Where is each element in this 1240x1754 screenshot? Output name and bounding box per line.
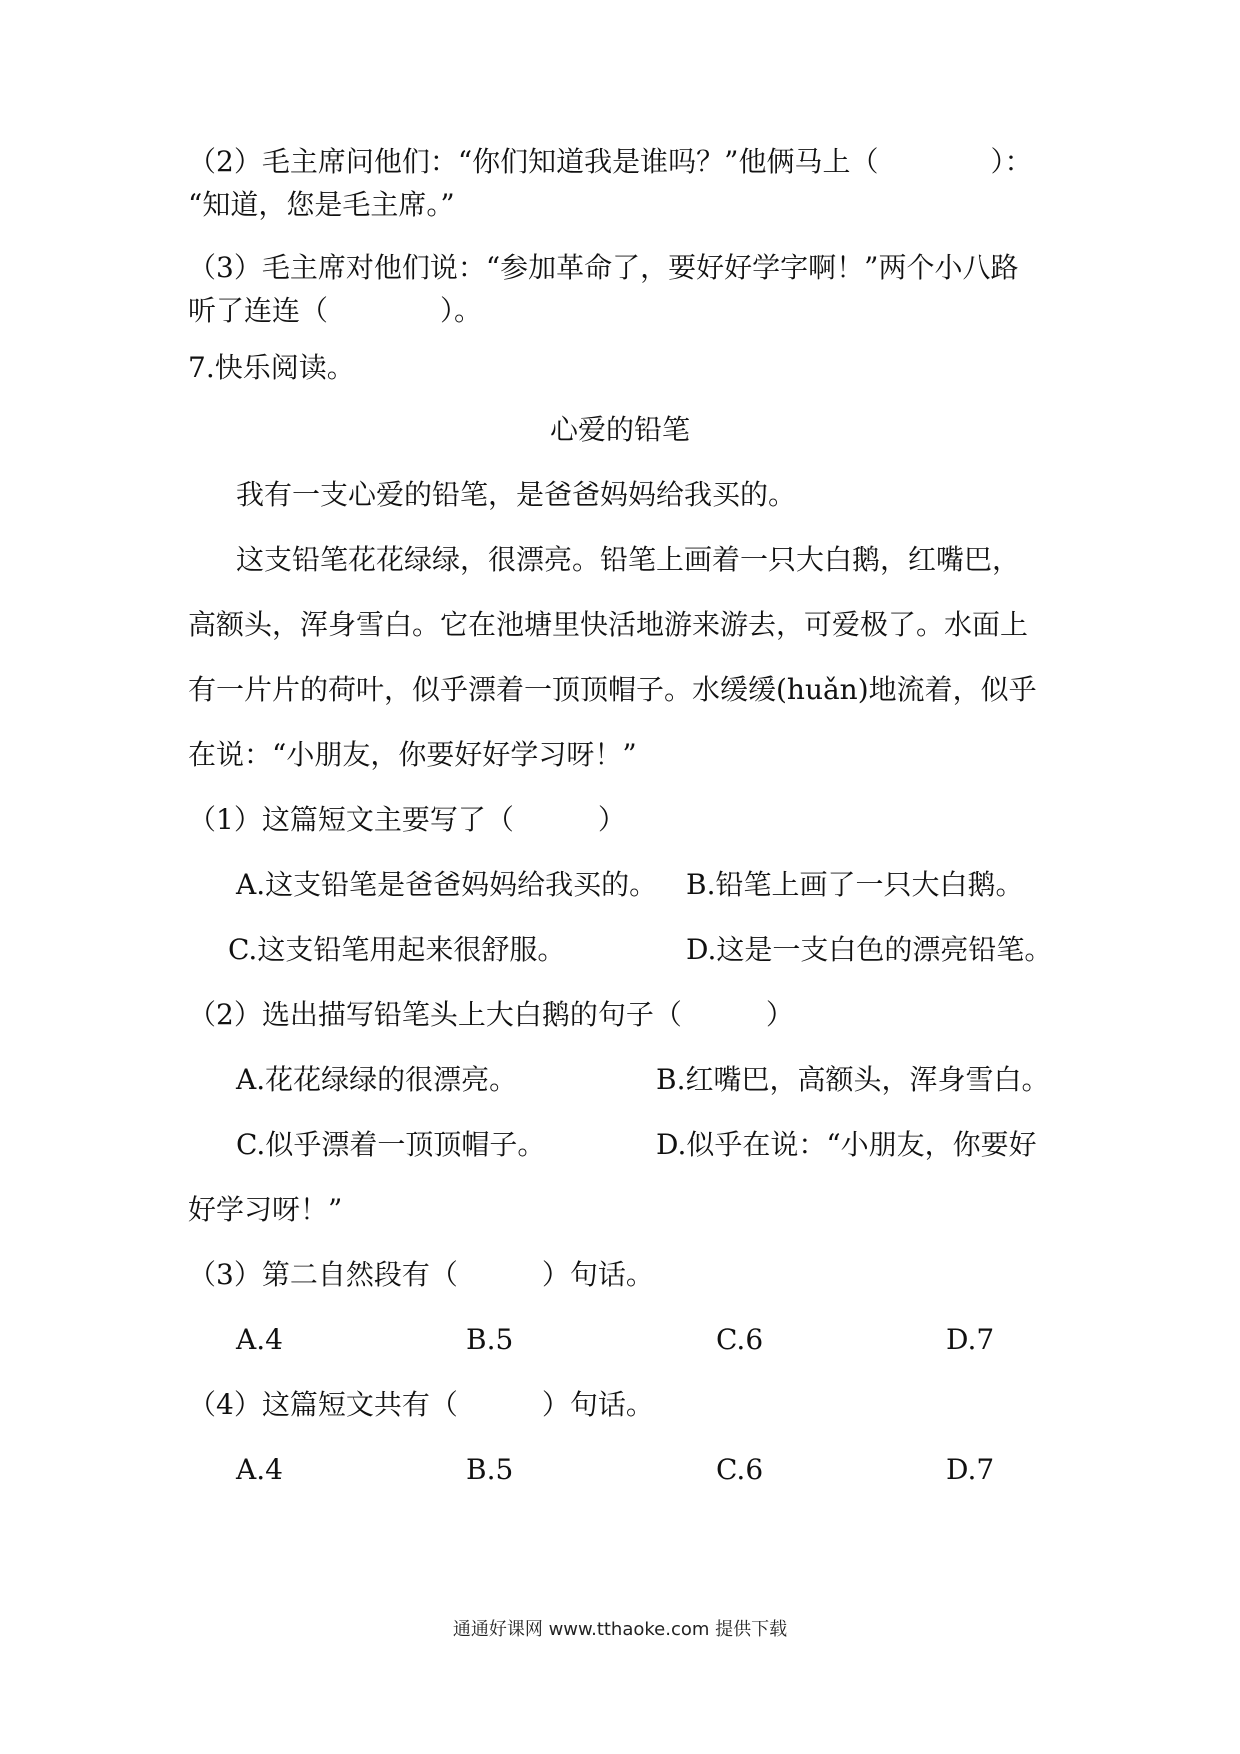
question-1-option-d: D.这是一支白色的漂亮铅笔。 <box>686 933 1053 966</box>
question-2-option-c: C.似乎漂着一顶顶帽子。 <box>236 1128 546 1161</box>
question-2-line-2: “知道，您是毛主席。” <box>188 188 455 221</box>
question-1-option-c: C.这支铅笔用起来很舒服。 <box>228 933 566 966</box>
question-2-option-d: D.似乎在说：“小朋友，你要好 <box>656 1128 1037 1161</box>
question-2-line-1: （2）毛主席问他们：“你们知道我是谁吗？”他俩马上（ ）： <box>188 145 1033 178</box>
paragraph-2-line-1: 这支铅笔花花绿绿，很漂亮。铅笔上画着一只大白鹅，红嘴巴， <box>236 543 1021 576</box>
question-3-line-2: 听了连连（ ）。 <box>188 294 483 327</box>
question-1-option-b: B.铅笔上画了一只大白鹅。 <box>686 868 1024 901</box>
question-2-option-a: A.花花绿绿的很漂亮。 <box>236 1063 518 1096</box>
paragraph-1: 我有一支心爱的铅笔，是爸爸妈妈给我买的。 <box>236 478 797 511</box>
paragraph-2-line-4: 在说：“小朋友，你要好好学习呀！” <box>188 738 637 771</box>
question-4-option-d: D.7 <box>946 1453 995 1486</box>
question-3-option-c: C.6 <box>716 1323 764 1356</box>
question-2-prompt: （2）选出描写铅笔头上大白鹅的句子（ ） <box>188 998 794 1031</box>
question-3-option-b: B.5 <box>466 1323 514 1356</box>
question-1-option-a: A.这支铅笔是爸爸妈妈给我买的。 <box>236 868 658 901</box>
passage-title: 心爱的铅笔 <box>549 413 690 446</box>
question-4-option-b: B.5 <box>466 1453 514 1486</box>
paragraph-2-line-3: 有一片片的荷叶，似乎漂着一顶顶帽子。水缓缓(huǎn)地流着，似乎 <box>188 673 1037 706</box>
question-2-option-b: B.红嘴巴，高额头，浑身雪白。 <box>656 1063 1050 1096</box>
question-3-line-1: （3）毛主席对他们说：“参加革命了，要好好学字啊！”两个小八路 <box>188 251 1019 284</box>
paragraph-2-line-2: 高额头，浑身雪白。它在池塘里快活地游来游去，可爱极了。水面上 <box>188 608 1029 641</box>
question-1-prompt: （1）这篇短文主要写了（ ） <box>188 803 626 836</box>
question-4-option-c: C.6 <box>716 1453 764 1486</box>
download-footer: 通通好课网 www.tthaoke.com 提供下载 <box>452 1619 788 1640</box>
question-3-option-a: A.4 <box>236 1323 283 1356</box>
question-2-option-d-continued: 好学习呀！” <box>188 1193 343 1226</box>
question-4-prompt: （4）这篇短文共有（ ）句话。 <box>188 1388 654 1421</box>
section-7-heading: 7.快乐阅读。 <box>188 351 355 384</box>
question-3-option-d: D.7 <box>946 1323 995 1356</box>
question-4-option-a: A.4 <box>236 1453 283 1486</box>
question-3-prompt: （3）第二自然段有（ ）句话。 <box>188 1258 654 1291</box>
